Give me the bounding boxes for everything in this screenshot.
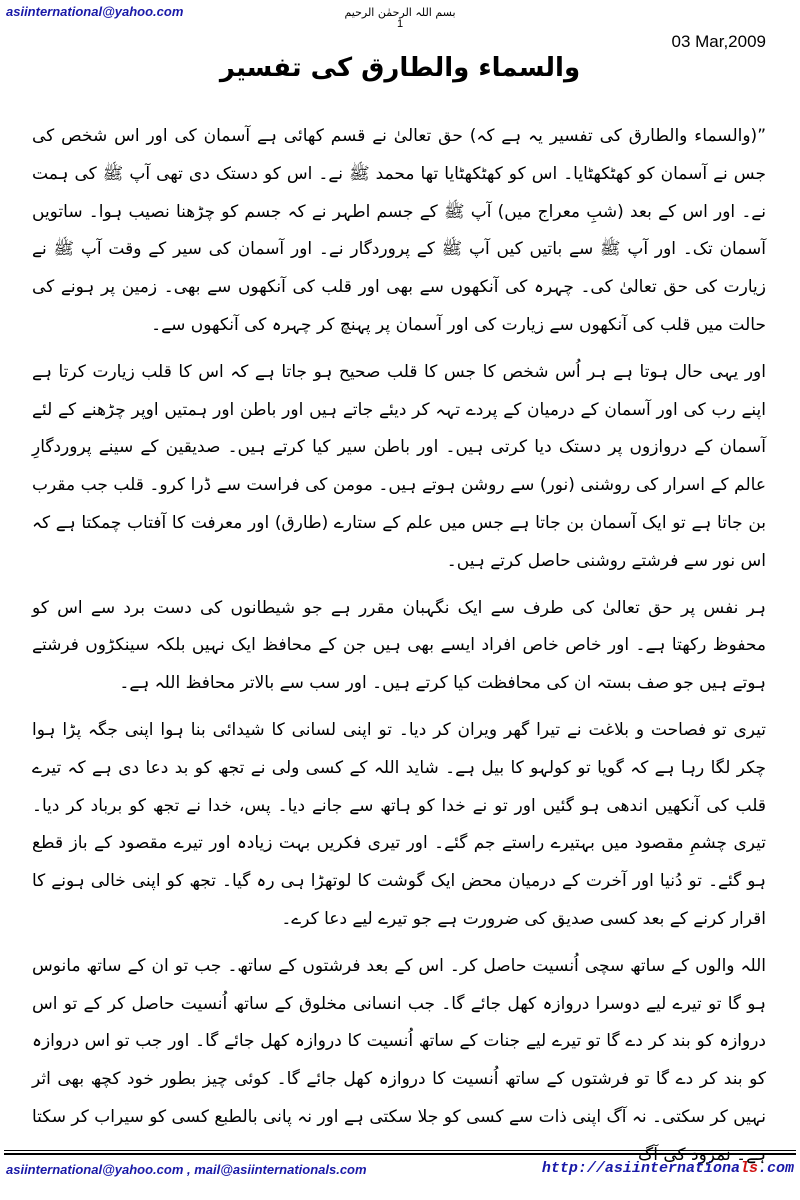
article-body xyxy=(32,118,766,1175)
paragraph: اور یہی حال ہوتا ہے ہر اُس شخص کا جس کا قلب صحیح ہو جاتا ہے کہ اس کا قلب زیارت کرتا ہے اپنے رب کی اور آسمان کے درمیان کے پردے تہہ کر دیئے جاتے ہیں اور باطن اور ہمتیں اوپر چڑھنے کے لئے آسمان کے دروازوں پر دستک دیا کرتی ہیں۔ اور باطن سیر کیا کرتے ہیں۔ صدیقین کے سینے پروردگارِ عالم کے اسرار کی روشنی (نور) سے روشن ہوتے ہیں۔ مومن کی فراست سے ڈرا کرو۔ قلب جب مقرب بن جاتا ہے تو ایک آسمان بن جاتا ہے جس میں علم کے ستارے (طارق) اور معرفت کا آفتاب چمکتا ہے کہ اس نور سے فرشتے روشنی حاصل کرتے ہیں۔ xyxy=(32,361,766,571)
paragraph: ہر نفس پر حق تعالیٰ کی طرف سے ایک نگہبان مقرر ہے جو شیطانوں کی دست برد سے اس کو محفوظ رکھتا ہے۔ اور خاص خاص افراد ایسے بھی ہیں جن کے محافظ ایک نہیں بلکہ سینکڑوں فرشتے ہوتے ہیں جو صف بستہ ان کی محافظت کیا کرتے ہیں۔ اور سب سے بالاتر محافظ اللہ ہے۔ xyxy=(32,597,766,694)
paragraph: ”(والسماء والطارق کی تفسیر یہ ہے کہ) حق تعالیٰ نے قسم کھائی ہے آسمان کی اور اس شخص کی جس نے آسمان کو کھٹکھٹایا۔ اس کو کھٹکھٹایا تھا محمد ﷺ نے۔ اس کو دستک دی تھی آپ ﷺ کی ہمت نے۔ اور اس کے بعد (شبِ معراج میں) آپ ﷺ کے جسم اطہر نے کہ جسم کو چڑھنا نصیب ہوا۔ ساتویں آسمان تک۔ اور آپ ﷺ سے باتیں کیں آپ ﷺ کے پروردگار نے۔ اور آسمان کی سیر کے وقت آپ ﷺ نے زیارت کی حق تعالیٰ کی۔ چہرہ کی آنکھوں سے بھی اور قلب کی آنکھوں سے بھی۔ زمین پر ہونے کی حالت میں قلب کی آنکھوں سے زیارت کی اور آسمان پر پہنچ کر چہرہ کی آنکھوں سے۔ xyxy=(32,126,766,335)
header-email[interactable]: asiinternational@yahoo.com xyxy=(6,4,184,19)
date: 03 Mar,2009 xyxy=(671,32,766,51)
page-title: والسماء والطارق کی تفسیر xyxy=(219,53,581,83)
footer-website-link[interactable] xyxy=(542,1160,794,1177)
url-suffix: .com xyxy=(757,1160,794,1177)
paragraph: تیری تو فصاحت و بلاغت نے تیرا گھر ویران کر دیا۔ تو اپنی لسانی کا شیدائی بنا ہوا اپنی جگہ پڑا ہوا چکر لگا رہا ہے کہ گویا تو کولہو کا بیل ہے۔ شاید اللہ کے کسی ولی نے تجھ کو بد دعا دی ہے کہ تیرے قلب کی آنکھیں اندھی ہو گئیں اور تو نے خدا کو ہاتھ سے جانے دیا۔ پس، خدا نے تجھ کو برباد کر دیا۔ تیری چشمِ مقصود میں بہتیرے راستے جم گئے۔ اور تیری فکریں بہت زیادہ اور تیرے مقصود کے باز قطع ہو گئے۔ تو دُنیا اور آخرت کے درمیان محض ایک گوشت کا لوتھڑا ہی رہ گیا۔ تجھ کو اپنی خالی ہونے کا اقرار کرنے کے بعد کسی صدیق کی ضرورت ہے جو تیرے لیے دعا کرے۔ xyxy=(32,719,766,929)
footer-divider xyxy=(4,1150,796,1155)
url-prefix: http://asiinternationa xyxy=(541,1160,740,1177)
bismillah: بسم اللہ الرحمٰن الرحیم xyxy=(344,6,456,19)
paragraph: اللہ والوں کے ساتھ سچی اُنسیت حاصل کر۔ اس کے بعد فرشتوں کے ساتھ۔ جب تو ان کے ساتھ مانوس ہو گا تو تیرے لیے دوسرا دروازہ کھل جائے گا۔ جب انسانی مخلوق کے ساتھ اُنسیت حاصل کر کے تو اس دروازہ کو بند کر دے گا تو تیرے لیے جنات کے ساتھ اُنسیت کا دروازہ کھل جائے گا۔ اور جب تو اس دروازہ کو بند کر دے گا تو فرشتوں کے ساتھ اُنسیت کا دروازہ کھل جائے گا۔ کوئی چیز بطور خود کچھ بھی اثر نہیں کر سکتی۔ نہ آگ اپنی ذات سے کسی کو جلا سکتی ہے اور نہ پانی بالطبع کسی کو سیراب کر سکتا ہے۔ نمرود کی آگ xyxy=(32,955,766,1165)
footer-emails[interactable]: asiinternational@yahoo.com , mail@asiinternationals.com xyxy=(6,1162,367,1177)
url-highlight: ls xyxy=(739,1160,758,1177)
page-number: 1 xyxy=(396,18,404,30)
